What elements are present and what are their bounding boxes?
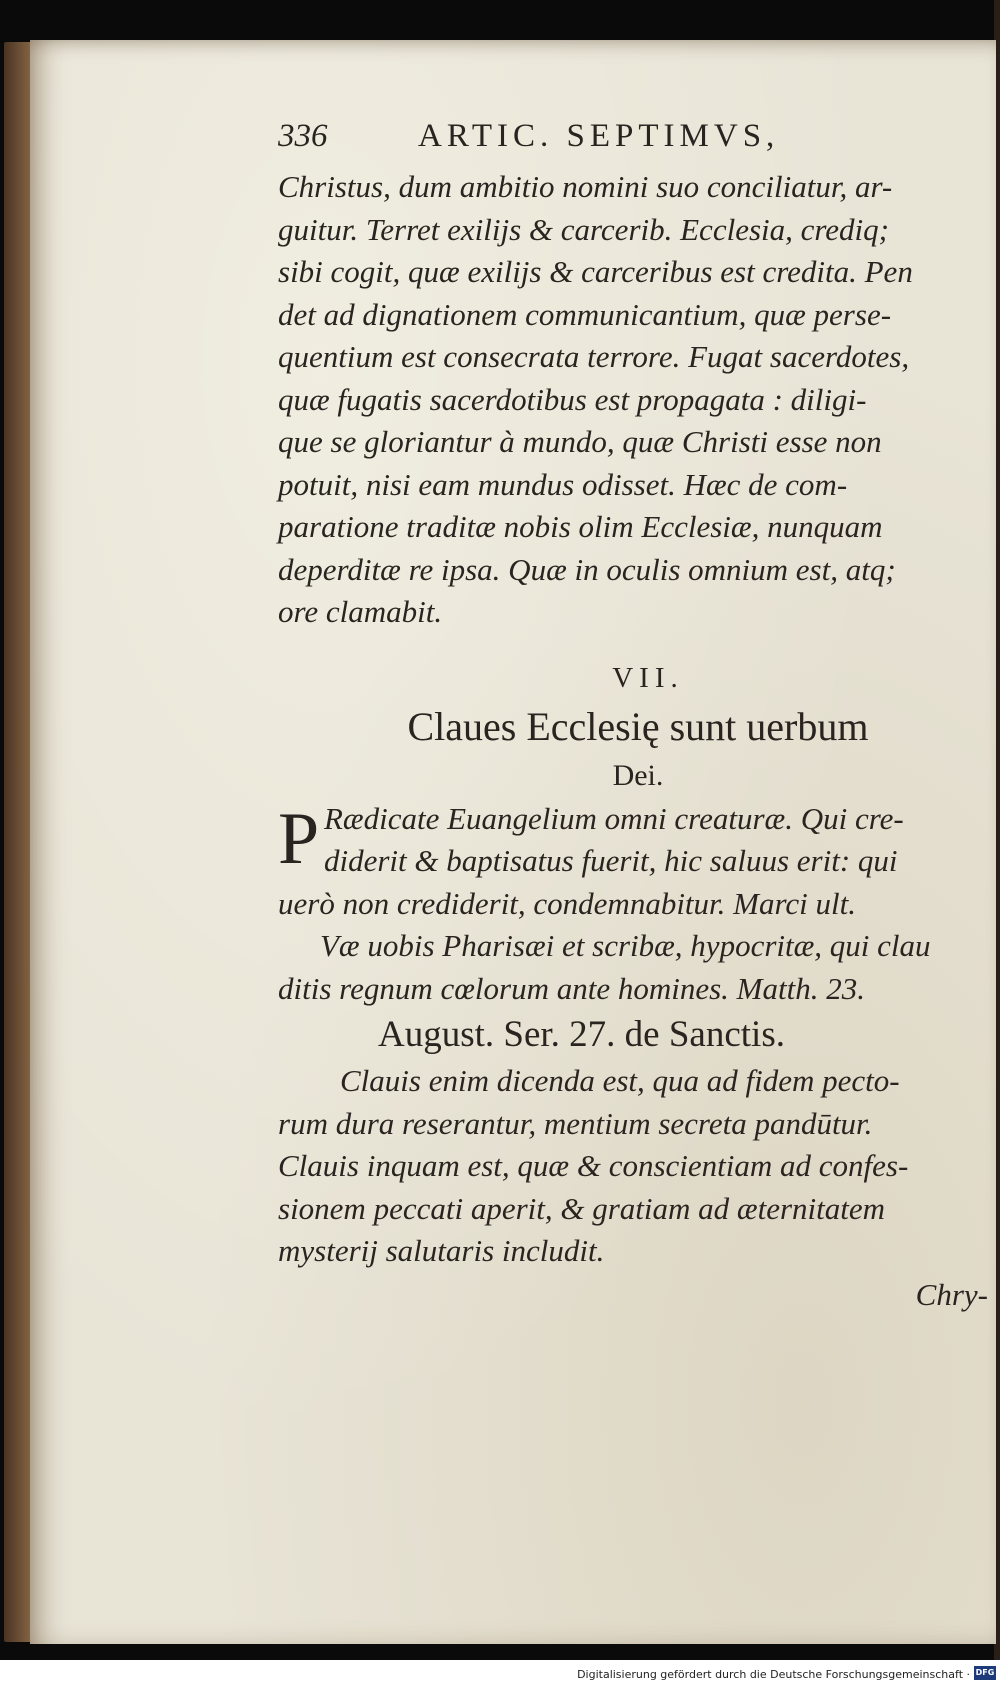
text-line: ditis regnum cœlorum ante homines. Matth. 23. (278, 970, 865, 1006)
text-line: sionem peccati aperit, & gratiam ad æternitatem (278, 1190, 886, 1226)
text-line: Rædicate Euangelium omni creaturæ. Qui cre- (324, 800, 904, 836)
text-line: sibi cogit, quæ exilijs & carceribus est credita. Pen (278, 254, 913, 289)
text-line: Clauis enim dicenda est, qua ad fidem pecto- (340, 1063, 900, 1098)
text-line: guitur. Terret exilijs & carcerib. Ecclesia, crediq; (278, 211, 889, 247)
text-line: Væ uobis Pharisæi et scribæ, hypocritæ, qui clau (320, 928, 931, 963)
running-head: ARTIC. SEPTIMVS, (418, 118, 780, 154)
text-line: deperditæ re ipsa. Quæ in oculis omnium est, atq; (278, 551, 896, 587)
text-line: quentium est consecrata terrore. Fugat sacerdotes, (278, 339, 910, 374)
text-line: uerò non crediderit, condemnabitur. Marci ult. (278, 885, 857, 921)
text-line: Christus, dum ambitio nomini suo conciliatur, ar- (278, 169, 893, 204)
section-title: Claues Ecclesię sunt uerbum (407, 703, 869, 749)
catchword: Chry- (915, 1276, 988, 1312)
text-line: Clauis inquam est, quæ & conscientiam ad confes- (278, 1148, 909, 1183)
citation-heading: August. Ser. 27. de Sanctis. (378, 1014, 785, 1055)
drop-cap: P (278, 797, 320, 880)
text-line: det ad dignationem communicantium, quæ perse- (278, 296, 892, 332)
dfg-logo-icon: DFG (974, 1666, 996, 1680)
funding-notice: Digitalisierung gefördert durch die Deutsche Forschungsgemeinschaft · (577, 1668, 970, 1681)
text-line: diderit & baptisatus fuerit, hic saluus erit: qui (324, 843, 898, 878)
section-number: VII. (612, 661, 684, 694)
text-line: rum dura reserantur, mentium secreta pandūtur. (278, 1105, 873, 1141)
page-number: 336 (278, 118, 328, 154)
text-line: potuit, nisi eam mundus odisset. Hæc de com- (278, 466, 848, 502)
page-header (278, 118, 998, 166)
text-line: paratione traditæ nobis olim Ecclesiæ, nunquam (278, 509, 883, 544)
page-text (278, 118, 998, 1323)
footer-bar (0, 1660, 1000, 1690)
text-line: quæ fugatis sacerdotibus est propagata : diligi- (278, 381, 867, 417)
text-line: ore clamabit. (278, 594, 443, 629)
text-line: que se gloriantur à mundo, quæ Christi esse non (278, 424, 882, 459)
section-title-continued: Dei. (612, 758, 664, 792)
book-page (30, 40, 996, 1644)
body-paragraph (278, 166, 998, 634)
text-line: mysterij salutaris includit. (278, 1233, 605, 1268)
scripture-paragraph (278, 798, 998, 883)
